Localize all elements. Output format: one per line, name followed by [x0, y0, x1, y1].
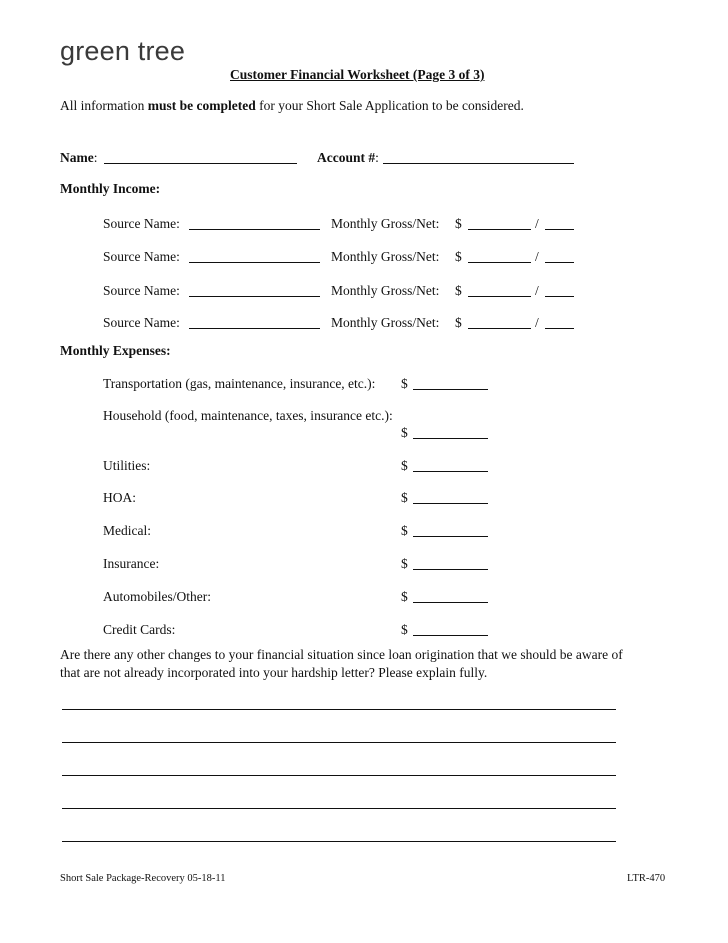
expense-dollar-sign: $ — [401, 622, 408, 637]
expense-automobiles-label: Automobiles/Other: — [103, 589, 211, 604]
income-amount-field[interactable] — [468, 248, 531, 263]
intro-text — [60, 98, 524, 114]
expense-automobiles-field[interactable] — [413, 588, 488, 603]
income-gross-label: Monthly Gross/Net: — [331, 216, 440, 231]
income-source-label: Source Name: — [103, 283, 180, 298]
income-source-field[interactable] — [189, 314, 320, 329]
expense-credit-cards-label: Credit Cards: — [103, 622, 176, 637]
green-tree-logo: green tree — [60, 36, 186, 66]
expense-transportation-label: Transportation (gas, maintenance, insurance, etc.): — [103, 376, 376, 391]
expense-dollar-sign: $ — [401, 523, 408, 538]
footer-form-code: LTR-470 — [627, 873, 666, 884]
expense-utilities-label: Utilities: — [103, 458, 151, 473]
income-slash: / — [535, 249, 539, 264]
expense-utilities-field[interactable] — [413, 457, 488, 472]
expense-credit-cards-field[interactable] — [413, 621, 488, 636]
expense-insurance-field[interactable] — [413, 555, 488, 570]
income-amount-field[interactable] — [468, 215, 531, 230]
footer-document-id: Short Sale Package-Recovery 05-18-11 — [60, 873, 226, 884]
expense-dollar-sign: $ — [401, 425, 408, 440]
expense-insurance-label: Insurance: — [103, 556, 160, 571]
name-label — [60, 150, 98, 166]
page-title: Customer Financial Worksheet (Page 3 of 3) — [230, 67, 485, 82]
income-source-field[interactable] — [189, 282, 320, 297]
intro-suffix: for your Short Sale Application to be considered. — [255, 98, 524, 113]
income-gross-label: Monthly Gross/Net: — [331, 249, 440, 264]
expense-hoa-field[interactable] — [413, 489, 488, 504]
expense-medical-label: Medical: — [103, 523, 151, 538]
account-colon: : — [375, 150, 379, 165]
expense-dollar-sign: $ — [401, 490, 408, 505]
income-dollar-sign: $ — [455, 249, 462, 264]
expense-dollar-sign: $ — [401, 458, 408, 473]
explanation-line[interactable] — [62, 742, 616, 743]
monthly-income-heading: Monthly Income: — [60, 181, 161, 196]
expense-dollar-sign: $ — [401, 376, 408, 391]
income-amount-field[interactable] — [468, 282, 531, 297]
explanation-line[interactable] — [62, 841, 616, 842]
income-source-label: Source Name: — [103, 216, 180, 231]
name-label-text: Name — [60, 150, 94, 165]
explanation-line[interactable] — [62, 709, 616, 710]
intro-emphasis: must be completed — [147, 98, 256, 113]
expense-household-label: Household (food, maintenance, taxes, insurance etc.): — [103, 408, 393, 423]
income-dollar-sign: $ — [455, 315, 462, 330]
income-slash: / — [535, 216, 539, 231]
account-label-text: Account # — [317, 150, 376, 165]
income-slash: / — [535, 315, 539, 330]
expense-dollar-sign: $ — [401, 589, 408, 604]
expense-hoa-label: HOA: — [103, 490, 136, 505]
expense-household-field[interactable] — [413, 424, 488, 439]
income-frequency-field[interactable] — [545, 248, 574, 263]
name-field[interactable] — [104, 149, 297, 164]
question-line-2: that are not already incorporated into your hardship letter? Please explain fully. — [60, 665, 488, 680]
account-label — [317, 150, 379, 166]
income-gross-label: Monthly Gross/Net: — [331, 283, 440, 298]
expense-transportation-field[interactable] — [413, 375, 488, 390]
income-source-label: Source Name: — [103, 249, 180, 264]
expense-dollar-sign: $ — [401, 556, 408, 571]
income-dollar-sign: $ — [455, 283, 462, 298]
monthly-expenses-heading: Monthly Expenses: — [60, 343, 171, 358]
explanation-line[interactable] — [62, 808, 616, 809]
income-frequency-field[interactable] — [545, 215, 574, 230]
name-colon: : — [93, 150, 98, 165]
income-amount-field[interactable] — [468, 314, 531, 329]
intro-prefix: All information — [60, 98, 148, 113]
explanation-line[interactable] — [62, 775, 616, 776]
income-dollar-sign: $ — [455, 216, 462, 231]
income-slash: / — [535, 283, 539, 298]
income-frequency-field[interactable] — [545, 314, 574, 329]
expense-medical-field[interactable] — [413, 522, 488, 537]
income-source-field[interactable] — [189, 248, 320, 263]
question-line-1: Are there any other changes to your financial situation since loan origination that we should be aware of — [60, 647, 623, 662]
income-gross-label: Monthly Gross/Net: — [331, 315, 440, 330]
account-field[interactable] — [383, 149, 574, 164]
income-frequency-field[interactable] — [545, 282, 574, 297]
income-source-field[interactable] — [189, 215, 320, 230]
income-source-label: Source Name: — [103, 315, 180, 330]
